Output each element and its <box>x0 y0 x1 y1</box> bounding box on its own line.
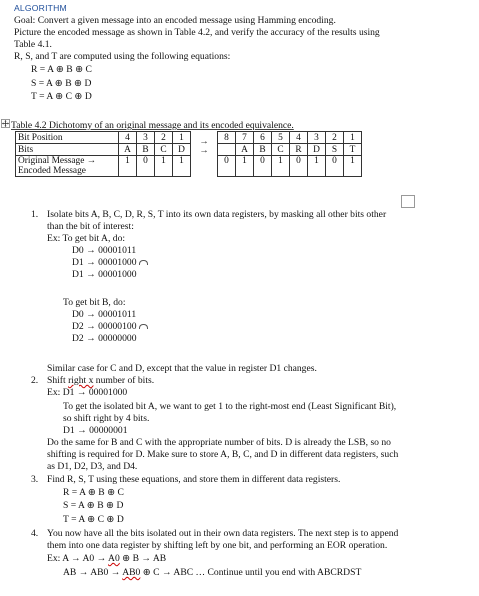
step1-similar: Similar case for C and D, except that the value in register D1 changes. <box>47 363 317 374</box>
equation-s: S = A ⊕ B ⊕ D <box>31 78 92 89</box>
rst-line: R, S, and T are computed using the following equations: <box>14 51 231 62</box>
table-cell: 1 <box>173 132 191 144</box>
arrow-icon: → <box>199 145 209 156</box>
step4-ex-pre: Ex: A → A0 → <box>47 553 109 564</box>
table-cell: C <box>272 144 290 156</box>
step2-para2: shifting is required for D. Make sure to store A, B, C, and D in different data registers, such <box>47 449 399 460</box>
step1-a-line2-text: D1 → 00001000 <box>72 257 137 268</box>
step1-example-a: Ex: To get bit A, do: <box>47 233 126 244</box>
row-label-bit-position: Bit Position <box>16 132 119 144</box>
equation-t: T = A ⊕ C ⊕ D <box>31 91 92 102</box>
table-cell: 2 <box>326 132 344 144</box>
table-cell: A <box>236 144 254 156</box>
step2-detail1: To get the isolated bit A, we want to get 1 to the right-most end (Least Significant Bit), <box>63 401 397 412</box>
step1-b-line2-text: D2 → 00000100 <box>72 321 137 332</box>
row-label-bits: Bits <box>16 144 119 156</box>
table-cell: 3 <box>137 132 155 144</box>
step3-line1: Find R, S, T using these equations, and store them in different data registers. <box>47 474 341 485</box>
step2-pre: Shift <box>47 375 69 386</box>
table-cell: 1 <box>173 156 191 177</box>
table-row-bits <box>16 144 362 156</box>
row-label-message <box>16 156 119 177</box>
step4-line1: You now have all the bits isolated out in their own data registers. The next step is to append <box>47 528 399 539</box>
table-cell: A <box>119 144 137 156</box>
step1-a-line2 <box>72 257 148 269</box>
table-cell: 0 <box>326 156 344 177</box>
table-cell: D <box>308 144 326 156</box>
spelling-error-mark[interactable]: AB0 <box>122 567 141 578</box>
step1-example-b: To get bit B, do: <box>63 297 126 308</box>
paste-options-icon[interactable] <box>139 260 148 265</box>
dichotomy-table <box>15 131 362 177</box>
table-cell <box>218 144 236 156</box>
step2-example: Ex: D1 → 00001000 <box>47 387 128 398</box>
step1-b-line2 <box>72 321 148 333</box>
table-cell: R <box>290 144 308 156</box>
table-cell: 0 <box>218 156 236 177</box>
table-cell: 0 <box>137 156 155 177</box>
step3-equation-t: T = A ⊕ C ⊕ D <box>63 514 124 525</box>
step1-b-line3: D2 → 00000000 <box>72 333 137 344</box>
step-number: 1. <box>31 209 39 220</box>
paste-options-icon[interactable] <box>139 324 148 329</box>
row-label-original: Original Message → <box>18 156 97 166</box>
table-cell: T <box>344 144 362 156</box>
table-resize-handle[interactable] <box>401 195 415 208</box>
step2-detail2: so shift right by 4 bits. <box>63 413 150 424</box>
step-number: 3. <box>31 474 39 485</box>
table-cell: 1 <box>236 156 254 177</box>
table-cell: C <box>155 144 173 156</box>
table-cell: 1 <box>155 156 173 177</box>
goal-line: Goal: Convert a given message into an encoded message using Hamming encoding. <box>14 15 336 26</box>
spelling-error-mark[interactable]: right x <box>68 375 94 386</box>
row-label-encoded: Encoded Message <box>18 166 86 176</box>
step-number: 4. <box>31 528 39 539</box>
spelling-error-mark[interactable]: A0 <box>108 553 120 564</box>
table-cell: S <box>326 144 344 156</box>
table-cell: 6 <box>254 132 272 144</box>
arrow-gap <box>191 156 218 177</box>
step2-line <box>47 375 154 387</box>
table-cell: 8 <box>218 132 236 144</box>
table-cell: 0 <box>254 156 272 177</box>
picture-line-1: Picture the encoded message as shown in Table 4.2, and verify the accuracy of the results using <box>14 27 380 38</box>
table-move-handle-icon[interactable] <box>1 119 10 128</box>
step1-b-line1: D0 → 00001011 <box>72 309 137 320</box>
section-header: ALGORITHM <box>14 3 67 13</box>
arrow-gap <box>191 132 218 156</box>
step4-continue <box>63 567 361 579</box>
step2-post: number of bits. <box>93 375 155 386</box>
table-row-bit-position <box>16 132 362 144</box>
arrow-icon: → <box>199 136 209 147</box>
step1-a-line1: D0 → 00001011 <box>72 245 137 256</box>
table-cell: B <box>137 144 155 156</box>
table-caption <box>11 120 294 132</box>
step2-para3: as D1, D2, D3, and D4. <box>47 461 138 472</box>
table-cell: 4 <box>119 132 137 144</box>
step3-equation-s: S = A ⊕ B ⊕ D <box>63 500 124 511</box>
table-cell: 1 <box>119 156 137 177</box>
table-cell: D <box>173 144 191 156</box>
table-cell: 0 <box>290 156 308 177</box>
table-cell: B <box>254 144 272 156</box>
equation-r: R = A ⊕ B ⊕ C <box>31 64 92 75</box>
table-cell: 7 <box>236 132 254 144</box>
step3-equation-r: R = A ⊕ B ⊕ C <box>63 487 124 498</box>
step4-l4-post: ⊕ C → ABC … Continue until you end with ABCRDST <box>140 567 362 578</box>
table-cell: 1 <box>272 156 290 177</box>
step4-example <box>47 553 166 565</box>
step2-para1: Do the same for B and C with the appropriate number of bits. D is already the LSB, so no <box>47 437 391 448</box>
table-cell: 1 <box>308 156 326 177</box>
table-cell: 4 <box>290 132 308 144</box>
table-cell: 1 <box>344 132 362 144</box>
picture-line-2: Table 4.1. <box>14 39 52 50</box>
step2-result: D1 → 00000001 <box>63 425 128 436</box>
step-number: 2. <box>31 375 39 386</box>
step1-line2: than the bit of interest: <box>47 221 134 232</box>
table-cell: 2 <box>155 132 173 144</box>
table-cell: 5 <box>272 132 290 144</box>
step4-ex-post: ⊕ B → AB <box>119 553 167 564</box>
step1-line1: Isolate bits A, B, C, D, R, S, T into its own data registers, by masking all other bits other <box>47 209 387 220</box>
table-row-message <box>16 156 362 177</box>
step4-l4-pre: AB → AB0 → <box>63 567 123 578</box>
table-cell: 3 <box>308 132 326 144</box>
table-cell: 1 <box>344 156 362 177</box>
step1-a-line3: D1 → 00001000 <box>72 269 137 280</box>
table-caption-text: Table 4.2 Dichotomy of an original message and its encoded equivalence. <box>11 120 294 131</box>
step4-line2: them into one data register by shifting left by one bit, and performing an EOR operation. <box>47 540 388 551</box>
